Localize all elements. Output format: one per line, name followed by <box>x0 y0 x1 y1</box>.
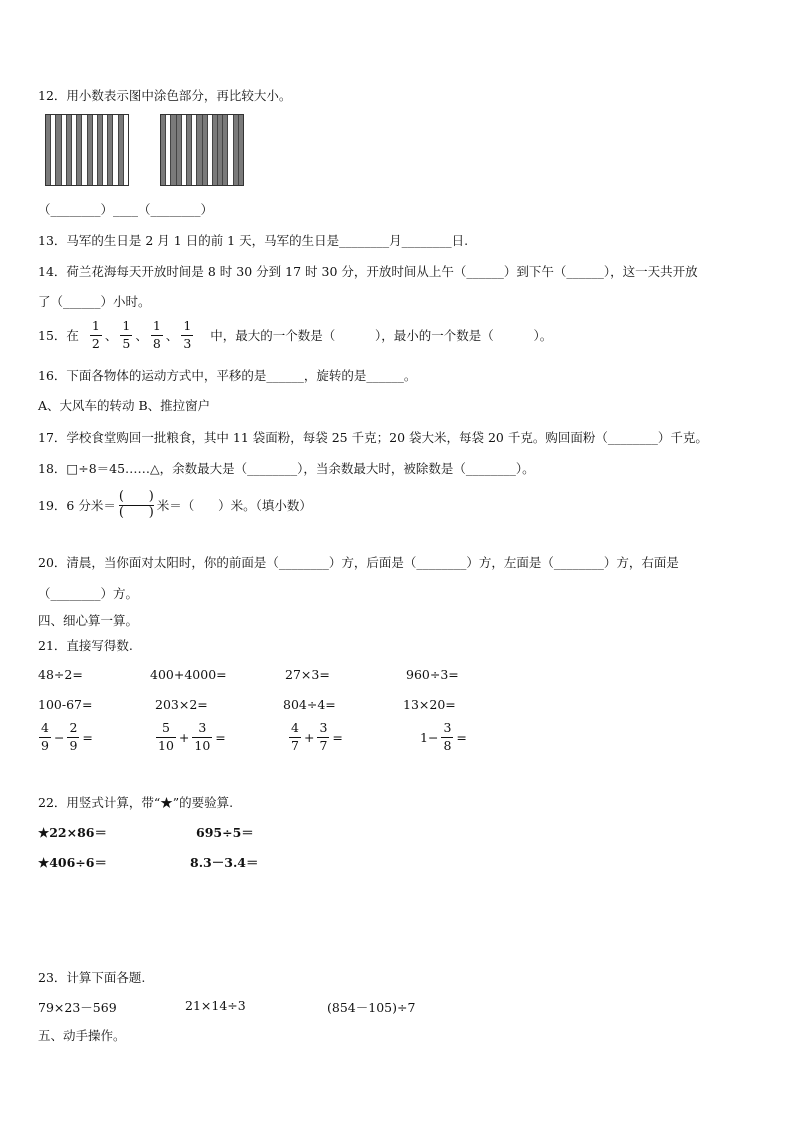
q20-line1: 20．清晨，当你面对太阳时，你的前面是（________）方，后面是（________）方，左面是（________）方，右面是 <box>38 555 679 570</box>
blank-strip <box>123 115 128 185</box>
q15-sep: 、 <box>165 328 179 343</box>
q21-r2-c3: 804÷4= <box>283 697 336 712</box>
shaded-strip <box>238 115 243 185</box>
q21-r2-c1: 100-67= <box>38 697 93 712</box>
q22-item-2: 695÷5＝ <box>196 825 254 840</box>
q23-item-3: (854－105)÷7 <box>327 1000 416 1015</box>
q23-item-2: 21×14÷3 <box>185 998 246 1013</box>
q15-fraction-1: $\frac{1}{2}$ <box>91 318 100 351</box>
q16-options: A、大风车的转动 B、推拉窗户 <box>38 398 211 413</box>
q22-title: 22．用竖式计算，带“★”的要验算. <box>38 795 234 810</box>
q13-text: 13．马军的生日是 2 月 1 日的前 1 天，马军的生日是________月________日. <box>38 233 469 248</box>
q21-title: 21．直接写得数. <box>38 638 133 653</box>
q15-fraction-2: $\frac{1}{5}$ <box>122 318 131 351</box>
q15-row <box>38 320 552 350</box>
q21-r2-c2: 203×2= <box>155 697 208 712</box>
q14-line2: 了（______）小时。 <box>38 294 151 309</box>
q12-figure-2 <box>160 114 244 186</box>
q21-r1-c1: 48÷2= <box>38 667 83 682</box>
q14-line1: 14．荷兰花海每天开放时间是 8 时 30 分到 17 时 30 分，开放时间从上午（______）到下午（______），这一天共开放 <box>38 264 698 279</box>
q15-sep: 、 <box>135 328 148 343</box>
q18-text: 18．□÷8＝45……△，余数最大是（________），当余数最大时，被除数是（________）。 <box>38 461 535 476</box>
q16-text: 16．下面各物体的运动方式中，平移的是______，旋转的是______。 <box>38 368 417 383</box>
q15-suffix: 中，最大的一个数是（ ），最小的一个数是（ ）。 <box>210 328 553 343</box>
section-4-title: 四、细心算一算。 <box>38 613 139 628</box>
q15-sep: 、 <box>104 328 118 343</box>
q22-item-4: 8.3－3.4＝ <box>190 855 259 870</box>
section-5-title: 五、动手操作。 <box>38 1028 126 1043</box>
q21-r2-c4: 13×20= <box>403 697 456 712</box>
q21-r3-c2: $\frac{5}{10}$ + $\frac{3}{10}$ = <box>158 720 226 753</box>
q15-fraction-3: $\frac{1}{8}$ <box>152 318 161 351</box>
q19-row <box>38 490 312 521</box>
q12-answer-line[interactable]: （________）____（________） <box>38 202 214 217</box>
q21-r1-c2: 400+4000= <box>150 667 227 682</box>
q20-line2: （________）方。 <box>38 586 139 601</box>
q12-figure-1 <box>45 114 129 186</box>
q21-r1-c3: 27×3= <box>285 667 330 682</box>
q22-item-1: ★22×86＝ <box>38 825 107 840</box>
q19-suffix: 米＝（ ）米。（填小数） <box>156 498 312 514</box>
q23-title: 23．计算下面各题. <box>38 970 146 985</box>
q12-text: 12．用小数表示图中涂色部分，再比较大小。 <box>38 88 292 103</box>
q21-r3-c3: $\frac{4}{7}$ + $\frac{3}{7}$ = <box>291 720 343 753</box>
q21-r3-c4: 1− $\frac{3}{8}$ = <box>420 720 467 753</box>
q19-prefix: 19．6 分米＝ <box>38 498 116 514</box>
q15-fraction-4: $\frac{1}{3}$ <box>183 318 192 351</box>
q22-item-3: ★406÷6＝ <box>38 855 107 870</box>
q19-fraction[interactable]: $\frac{( )}{( )}$ <box>118 489 154 520</box>
q15-prefix: 15．在 <box>38 328 79 343</box>
q21-r1-c4: 960÷3= <box>406 667 459 682</box>
q23-item-1: 79×23－569 <box>38 1000 117 1015</box>
q17-text: 17．学校食堂购回一批粮食，其中 11 袋面粉，每袋 25 千克；20 袋大米，每袋 20 千克。购回面粉（________）千克。 <box>38 430 708 445</box>
q21-r3-c1: $\frac{4}{9}$ − $\frac{2}{9}$ = <box>41 720 93 753</box>
